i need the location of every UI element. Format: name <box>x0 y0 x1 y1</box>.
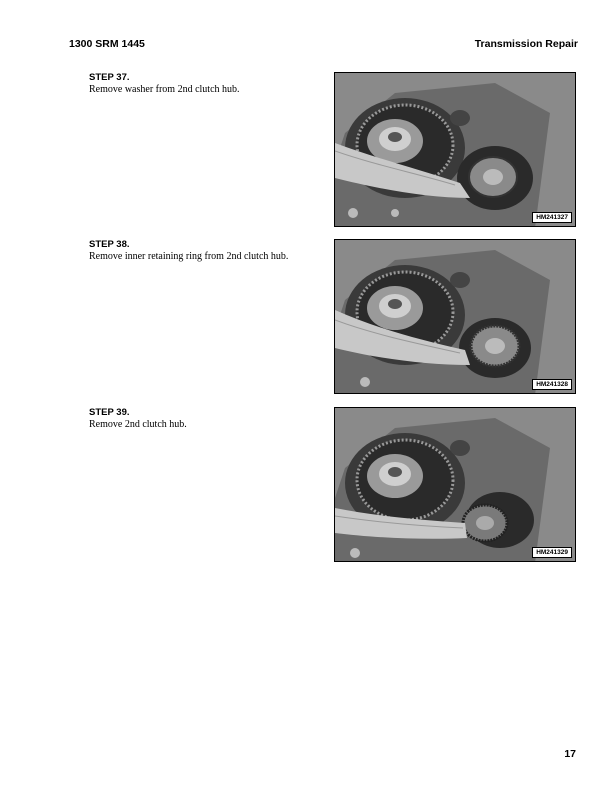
figure-id-label: HM241327 <box>532 212 572 223</box>
page-number: 17 <box>564 748 576 760</box>
step-title: STEP 37. <box>89 72 130 83</box>
step-photo <box>334 407 576 562</box>
step-block <box>89 407 314 431</box>
transmission-photo-illustration <box>335 73 576 227</box>
figure-id-label: HM241328 <box>532 379 572 390</box>
header-doc-number: 1300 SRM 1445 <box>69 38 145 50</box>
step-photo <box>334 72 576 227</box>
step-block <box>89 239 314 263</box>
header-section-title: Transmission Repair <box>474 38 578 50</box>
step-title: STEP 38. <box>89 239 130 250</box>
step-instruction: Remove inner retaining ring from 2nd clutch hub. <box>89 251 289 262</box>
transmission-photo-illustration <box>335 240 576 394</box>
figure-id-label: HM241329 <box>532 547 572 558</box>
transmission-photo-illustration <box>335 408 576 562</box>
step-block <box>89 72 314 96</box>
step-instruction: Remove washer from 2nd clutch hub. <box>89 84 240 95</box>
step-title: STEP 39. <box>89 407 130 418</box>
step-instruction: Remove 2nd clutch hub. <box>89 419 187 430</box>
step-photo <box>334 239 576 394</box>
